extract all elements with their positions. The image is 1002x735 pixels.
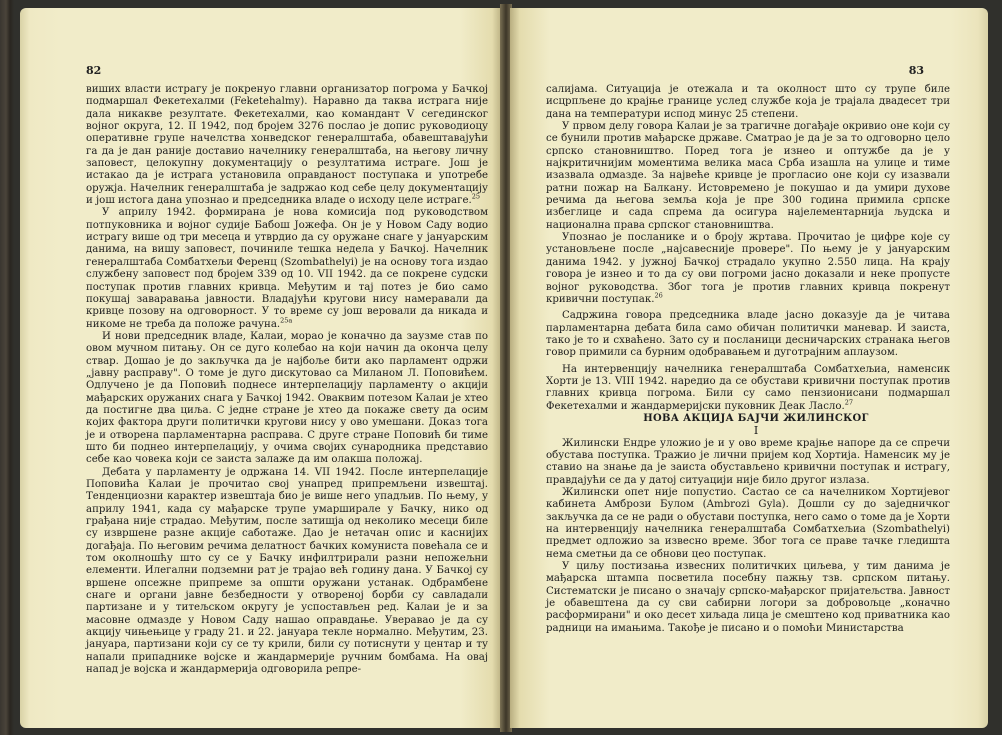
page-number-left: 82 bbox=[86, 64, 102, 77]
footnote-mark: 25 bbox=[471, 192, 481, 201]
footnote-mark: 27 bbox=[844, 398, 854, 407]
paragraph: Жилински Ендре уложио је и у ово време крајње напоре да се спречи обустава поступка. Тражио је лични пријем код Хортија. Наменсик му је ставио на знање да је заиста обустављено кривични поступак и истрагу, правдајући се да у датој ситуацији није било другог излаза. bbox=[546, 437, 950, 486]
left-page bbox=[20, 8, 502, 728]
paragraph: Упознао је посланике и о броју жртава. Прочитао је цифре које су установљене после „најсавесније провере". По њему је у јануарским данима 1942. у јужној Бачкој страдало укупно 2.550 лица. На крају говора је изнео и то да су ови погроми јасно доказали и неке пропусте војног руководства. Због тога је против главних кривца покренут кривични поступак.$^{26}$ bbox=[546, 232, 950, 305]
paragraph: виших власти истрагу је покренуо главни организатор погрома у Бачкој подмаршал Фекетехалми (Feketehalmy). Наравно да таква истрага није дала никакве резултате. Фекетехалми, као командант V сегединског војног округа, 12. II 1942, под бројем 3276 послао је допис руководиоцу оперативне групе начелства хонведског генералштаба, обавештавајући га да је дан раније доставио начелнику генералштаба, на његову личну заповест, целокупну документацију о резултатима истраге. Још је истакао да је истрага установила оправданост поступака и употребе оружја. Начелник генералштаба је задржао код себе целу документацију и још истога дана упознао и председника владе о исходу целе истраге.$^{25}$ bbox=[86, 84, 488, 207]
paragraph: И нови председник владе, Калаи, морао је коначно да заузме став по овом мучном питању. Он се дуго колебао на који начин да оконча целу ствар. Дошао је до закључка да је најбоље бити ако парламент одржи „јавну расправу". О томе је дуго дискутовао са Миланом Л. Поповићем. Одлучено је да Поповић поднесе интерпелацију парламенту о акцији мађарских оружаних снага у Бачкој 1942. Оваквим потезом Калаи је хтео да постигне два циља. С једне стране је хтео да покаже свету да осим којих фактора други политички кругови нису у ово умешани. Доказ тога је и отворена парламентарна расправа. С друге стране Поповић би тиме што би поднео интерпелацију, у очима својих сународника представио себе као човека који се заиста залаже да им олакша положај. bbox=[86, 330, 488, 466]
right-page-text bbox=[546, 84, 950, 635]
paragraph: Жилински опет није попустио. Састао се са начелником Хортијевог кабинета Амбрози Булом (Ambrozi Gyla). Дошли су до заједничког закључка да се не ради о обустави поступка, него само о томе да је Хорти на интервенцију начелника генералштаба Сомбатхељиа (Szombathelyi) предмет одложио за извесно време. Због тога се праве тачке гледишта нема сметњи да се обнови цео поступак. bbox=[546, 487, 950, 560]
paragraph: салијама. Ситуација је отежала и та околност што су трупе биле исцрпљене до крајње границе услед службе која је трајала двадесет три дана на температури испод минус 25 степени. bbox=[546, 84, 950, 120]
paragraph: Садржина говора председника владе јасно доказује да је читава парламентарна дебата била само обичан политички маневар. И заиста, тако је то и схваћено. Зато су и посланици десничарских странака његов говор примили са бурним одобравањем и дуготрајним аплаузом. bbox=[546, 310, 950, 359]
section-number: I bbox=[753, 424, 759, 438]
right-page bbox=[510, 8, 988, 728]
footnote-mark: 26 bbox=[654, 291, 663, 300]
section-heading: НОВА АКЦИЈА БАЈЧИ ЖИЛИНСКОГ bbox=[643, 412, 869, 424]
footnote-mark: 25a bbox=[280, 316, 293, 325]
paragraph: Дебата у парламенту је одржана 14. VII 1942. После интерпелације Поповића Калаи је прочитао свој унапред припремљени извештај. Тенденциозни карактер извештаја био је више него упадљив. По њему, у априлу 1941, када су мађарске трупе умарширале у Бачку, нико од грађана није страдао. Међутим, после затишја од неколико месеци биле су извршене разне акције саботаже. Дао је нетачан опис и каснијих догађаја. По његовим речима делатност бачких комуниста повећала се и том околношћу што су се у Бачку инфилтрирали разни непожељни елементи. Илегални подземни рат је трајао већ годину дана. У Бачкој су вршене опсежне припреме за општи оружани устанак. Одбрамбене снаге и органи јавне безбедности у отвореној борби су савладали партизане и у титељском округу је успостављен ред. Калаи је и за масовне одмазде у Новом Саду нашао оправдање. Уверавао је да су акцију чињењице у граду 21. и 22. јануара текле нормално. Међутим, 23. јануара, партизани који су се ту крили, били су потиснути у центар и ту напали припаднике војске и жандармерије ручним бомбама. На овај напад је војска и жандармерија одговорила репре- bbox=[86, 466, 488, 676]
paragraph: У првом делу говора Калаи је за трагичне догађаје окривио оне који су се бунили против мађарске државе. Сматрао је да је за то одговорно цело српско становништво. Поред тога је изнео и оптужбе да је у најкритичнијим моментима велика маса Срба изашла на улице и тиме изазвала одмазде. За највеће кривце је прогласио оне који су изазвали ратни пожар на Балкану. Истовремено је покушао и да умири духове речима да његова земља која је пре 300 година примила српске избеглице и сада спрема да осигура најелементарнија људска и национална права српског становништва. bbox=[546, 121, 950, 231]
paragraph: У циљу постизања извесних политичких циљева, у тим данима је мађарска штампа посветила посебну пажњу тзв. српском питању. Систематски је писано о значају српско-мађарског пријатељства. Јавност је обавештена да су сви сабирни логори за добровољце „коначно расформирани" и око десет хиљада лица је смештено код приватника као радници на имањима. Такође је писано и о помоћи Министарства bbox=[546, 561, 950, 634]
left-page-text bbox=[86, 84, 488, 677]
page-number-right: 83 bbox=[908, 64, 924, 77]
paragraph: У априлу 1942. формирана је нова комисија под руководством потпуковника и војног судије Бабош Јожефа. Он је у Новом Саду водио истрагу више од три месеца и утврдио да су оружане снаге у јануарским данима, на вишу заповест, починиле тешка недела у Бачкој. Начелник генералштаба Сомбатхељи Ференц (Szombathelyi) је на основу тога издао службену заповест под бројем 339 од 10. VII 1942. да се покрене судски поступак против главних кривца. Међутим и тај потез је био само покушај заваравања јавности. Владајући кругови нису намеравали да кривце позову на одговорност. У то време су још веровали да никада и никоме не треба да положе рачуна.$^{25a}$ bbox=[86, 207, 488, 330]
paragraph: На интервенцију начелника генералштаба Сомбатхељиа, наменсик Хорти је 13. VIII 1942. наредио да се обустави кривични поступак против главних кривца погрома. Били су само пензионисани подмаршал Фекетехалми и жандармеријски пуковник Деак Ласло.$^{27}$ bbox=[546, 363, 950, 412]
